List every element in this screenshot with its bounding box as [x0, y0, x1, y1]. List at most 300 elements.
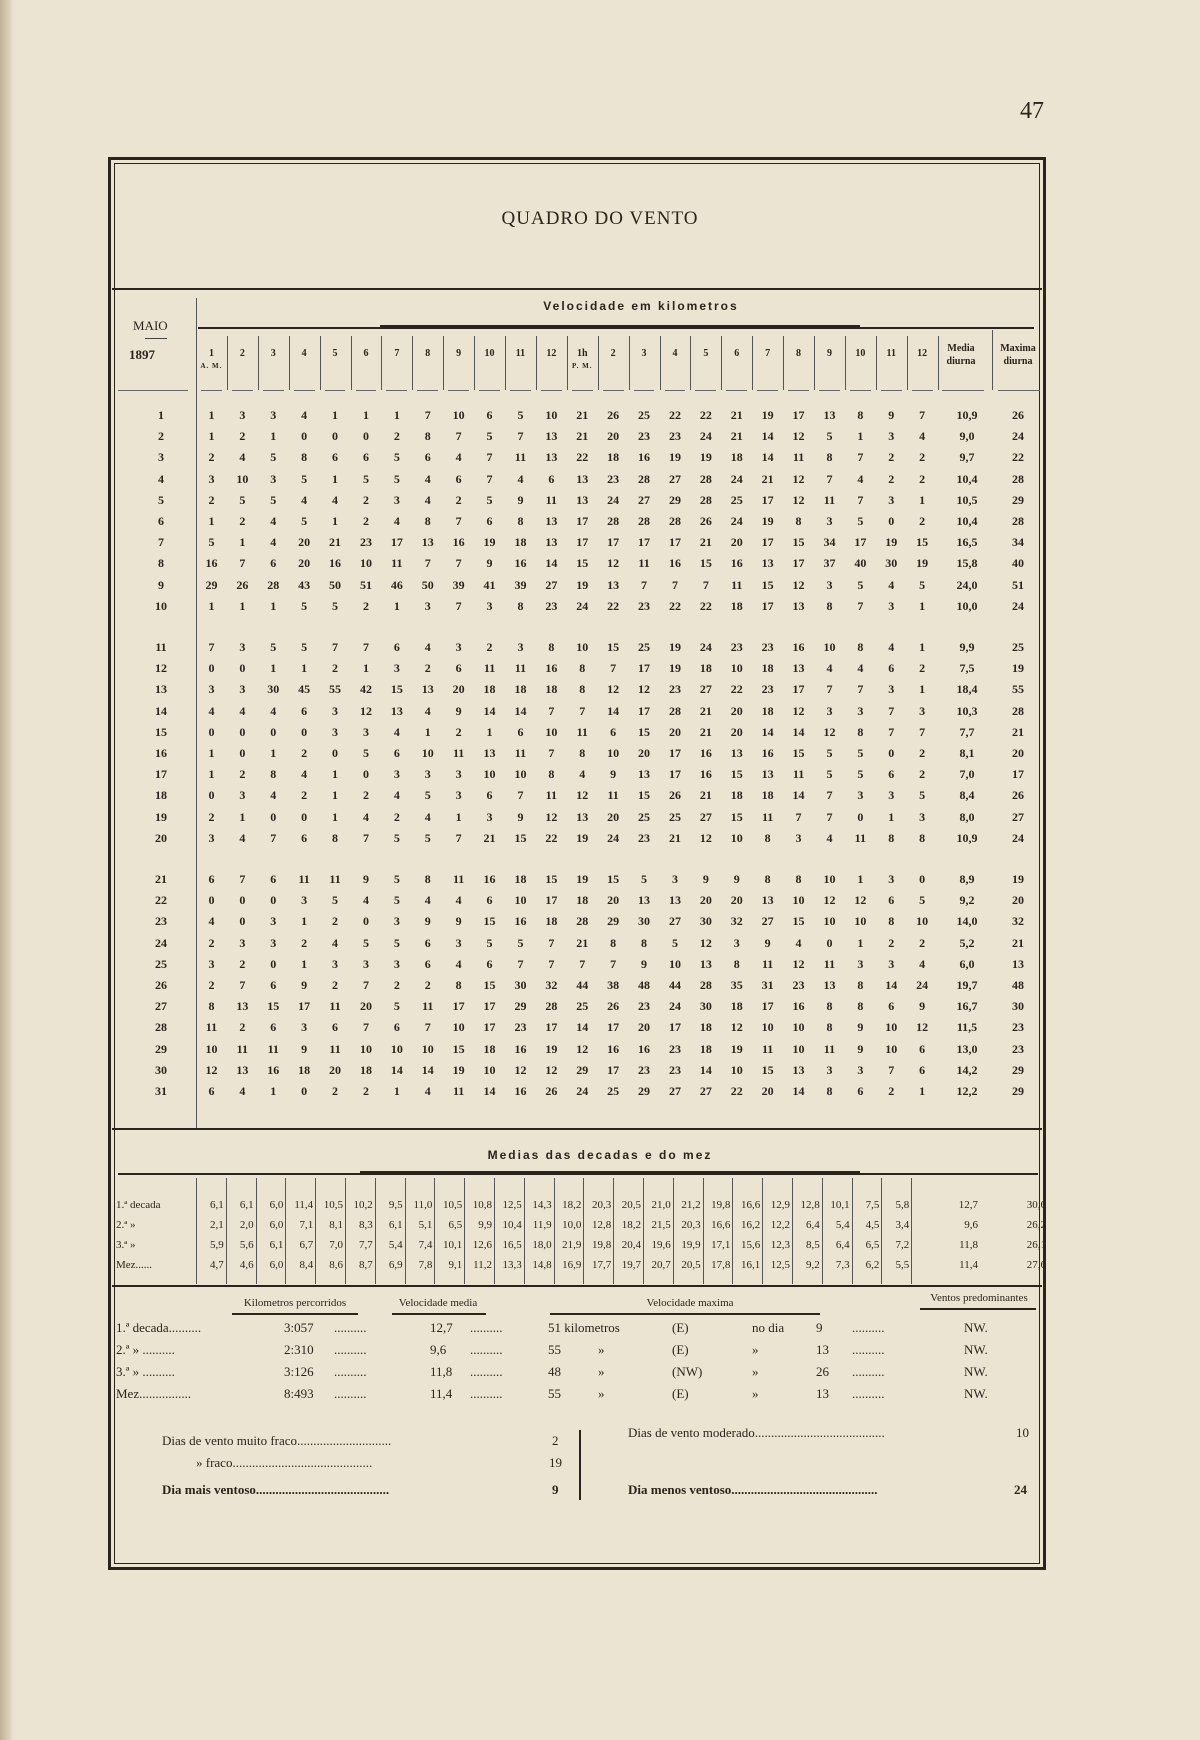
hour-value: 16 — [699, 767, 712, 782]
hour-value: 4 — [270, 788, 277, 803]
hour-value: 44 — [668, 978, 681, 992]
day-number: 12 — [155, 661, 167, 676]
page-number: 47 — [1020, 98, 1044, 124]
hour-value: 2 — [393, 809, 400, 824]
hour-value: 13 — [761, 556, 774, 571]
table-row — [112, 1084, 1042, 1104]
hour-value: 6 — [270, 872, 277, 886]
hour-value: 11 — [576, 724, 588, 739]
hour-value: 28 — [607, 514, 620, 528]
summary-direction: (E) — [672, 1342, 689, 1357]
hour-value: 5 — [486, 935, 493, 950]
averages-value: 5,4 — [835, 1219, 850, 1231]
hour-value: 4 — [826, 830, 833, 845]
hour-value: 18 — [699, 661, 712, 676]
column-dash — [386, 390, 407, 391]
hour-value: 14 — [699, 1062, 712, 1077]
averages-value: 17,8 — [711, 1259, 731, 1271]
hour-value: 7 — [919, 408, 926, 422]
hour-value: 25 — [638, 640, 651, 654]
hour-value: 16 — [792, 640, 805, 654]
hour-value: 23 — [638, 598, 651, 613]
hour-value: 2 — [239, 429, 246, 444]
hour-column-divider — [907, 336, 908, 390]
averages-label: Mez...... — [116, 1259, 153, 1271]
hour-column-divider — [567, 336, 568, 390]
hour-value: 15 — [452, 1041, 465, 1056]
column-dash — [881, 390, 902, 391]
summary-quote: » — [598, 1342, 605, 1357]
averages-value: 17,7 — [591, 1259, 612, 1271]
brace-vel-media — [392, 1313, 486, 1315]
hour-value: 8 — [795, 872, 802, 886]
hour-value: 7 — [579, 703, 586, 718]
hour-value: 4 — [888, 640, 895, 654]
hour-value: 24 — [699, 429, 712, 444]
table-row — [112, 936, 1042, 956]
stats-separator — [579, 1430, 581, 1500]
hour-value: 16 — [761, 746, 774, 760]
hour-value: 1 — [393, 598, 400, 613]
summary-vento: NW. — [964, 1364, 988, 1379]
hour-value: 12 — [576, 1041, 589, 1056]
hour-value: 7 — [424, 408, 431, 422]
column-dash — [356, 390, 377, 391]
hour-value: 7 — [517, 956, 524, 971]
hour-value: 4 — [424, 703, 431, 718]
hour-value: 25 — [638, 809, 651, 824]
hour-value: 3 — [270, 935, 277, 950]
hour-value: 2 — [239, 767, 246, 782]
hour-value: 11 — [452, 1084, 465, 1098]
hour-value: 11 — [792, 767, 805, 782]
hour-value: 1 — [239, 535, 246, 550]
hour-column-header — [474, 347, 505, 373]
hour-value: 3 — [857, 703, 864, 718]
averages-brace-center — [360, 1171, 860, 1175]
hour-value: 24 — [730, 471, 743, 486]
hour-value: 7 — [888, 724, 895, 739]
hour-value: 6 — [301, 830, 308, 845]
day-number: 2 — [158, 429, 164, 444]
averages-value: 6,1 — [239, 1199, 254, 1211]
table-row — [112, 578, 1042, 598]
hour-value: 8 — [888, 830, 895, 845]
averages-value: 14,8 — [532, 1259, 552, 1271]
hour-value: 6 — [486, 956, 493, 971]
hour-value: 20 — [730, 535, 743, 550]
hour-value: 8 — [517, 598, 524, 613]
summary-vento: NW. — [964, 1342, 988, 1357]
hour-value: 13 — [638, 767, 651, 782]
hour-value: 28 — [576, 914, 589, 929]
hour-value: 11 — [761, 1041, 774, 1056]
hour-value: 1 — [332, 788, 339, 803]
hour-value: 0 — [239, 746, 246, 760]
hour-column-header — [721, 347, 752, 373]
hour-value: 30 — [638, 914, 651, 929]
hour-value: 3 — [239, 682, 246, 697]
hour-value: 15 — [514, 830, 527, 845]
hour-value: 5 — [857, 577, 864, 592]
hour-value: 12 — [792, 577, 805, 592]
hour-label: 9 — [826, 348, 832, 359]
hour-value: 15 — [761, 577, 774, 592]
hour-value: 1 — [919, 598, 926, 613]
hour-value: 4 — [239, 830, 246, 845]
averages-value: 5,8 — [895, 1199, 910, 1211]
table-row — [112, 999, 1042, 1019]
hour-value: 1 — [919, 640, 926, 654]
media-diurna-value: 7,5 — [959, 661, 975, 676]
hour-column-header — [381, 347, 412, 373]
hour-value: 28 — [668, 514, 681, 528]
hour-value: 15 — [699, 556, 712, 571]
media-diurna-value: 12,2 — [956, 1084, 978, 1098]
day-number: 21 — [155, 872, 167, 886]
averages-value: 5,5 — [895, 1259, 910, 1271]
hour-value: 3 — [239, 935, 246, 950]
hour-value: 1 — [270, 598, 277, 613]
header-vel-media: Velocidade media — [398, 1297, 478, 1309]
brace-ventos — [920, 1308, 1036, 1310]
day-number: 31 — [155, 1084, 167, 1098]
summary-vel-media: 11,4 — [430, 1386, 453, 1401]
day-number: 16 — [155, 746, 167, 760]
hour-column-divider — [690, 336, 691, 390]
hour-value: 11 — [483, 661, 496, 676]
media-diurna-value: 6,0 — [959, 956, 975, 971]
hour-value: 4 — [301, 767, 308, 782]
hour-value: 6 — [486, 408, 493, 422]
hour-value: 17 — [607, 535, 620, 550]
summary-label: 2.ª » .......... — [116, 1342, 175, 1357]
averages-value: 12,5 — [502, 1199, 522, 1211]
maxima-diurna-value: 29 — [1012, 1084, 1024, 1098]
maxima-diurna-value: 40 — [1012, 556, 1024, 571]
hour-label: 7 — [765, 348, 771, 359]
column-dash — [448, 390, 469, 391]
summary-km: 8:493 — [284, 1386, 314, 1401]
hour-value: 23 — [607, 471, 620, 486]
day-number: 27 — [155, 999, 167, 1014]
hour-value: 3 — [517, 640, 524, 654]
hour-value: 19 — [699, 450, 712, 465]
hour-value: 0 — [857, 809, 864, 824]
hour-value: 0 — [208, 661, 215, 676]
summary-direction: (NW) — [672, 1364, 703, 1379]
hour-value: 20 — [298, 556, 311, 571]
hour-value: 16 — [607, 1041, 620, 1056]
hour-value: 13 — [576, 809, 589, 824]
maxima-diurna-value: 23 — [1012, 1041, 1024, 1056]
table-row — [112, 408, 1042, 428]
hour-value: 0 — [239, 893, 246, 908]
hour-value: 1 — [888, 809, 895, 824]
hour-value: 2 — [332, 978, 339, 992]
day-number: 15 — [155, 724, 167, 739]
hour-value: 3 — [208, 956, 215, 971]
averages-row — [112, 1259, 1046, 1279]
hour-value: 3 — [393, 661, 400, 676]
hour-value: 6 — [424, 956, 431, 971]
hour-column-divider — [320, 336, 321, 390]
day-number: 23 — [155, 914, 167, 929]
hour-value: 7 — [239, 556, 246, 571]
day-number: 18 — [155, 788, 167, 803]
hour-label: 4 — [301, 348, 307, 359]
maxima-diurna-value: 13 — [1012, 956, 1024, 971]
stat-muito-fraco-value: 2 — [552, 1433, 559, 1448]
hour-value: 15 — [483, 978, 496, 992]
hour-value: 1 — [301, 914, 308, 929]
hour-value: 5 — [826, 746, 833, 760]
hour-column-divider — [381, 336, 382, 390]
media-diurna-value: 8,0 — [959, 809, 975, 824]
hour-value: 19 — [761, 408, 774, 422]
stat-muito-fraco-label: Dias de vento muito fraco............................. — [162, 1433, 392, 1448]
averages-value: 6,0 — [269, 1219, 284, 1231]
hour-value: 17 — [792, 556, 805, 571]
averages-value: 16,6 — [711, 1219, 731, 1231]
hour-value: 1 — [332, 471, 339, 486]
hour-value: 55 — [329, 682, 342, 697]
hour-value: 22 — [668, 598, 681, 613]
column-dash — [726, 390, 747, 391]
media-diurna-value: 8,1 — [959, 746, 975, 760]
hour-value: 5 — [270, 450, 277, 465]
hour-value: 2 — [239, 956, 246, 971]
hour-value: 32 — [545, 978, 558, 992]
hour-value: 20 — [298, 535, 311, 550]
hour-value: 17 — [452, 999, 465, 1014]
hour-value: 0 — [362, 767, 369, 782]
hour-value: 2 — [919, 514, 926, 528]
hour-value: 16 — [668, 556, 681, 571]
hour-value: 0 — [919, 872, 926, 886]
hour-value: 9 — [641, 956, 648, 971]
hour-value: 18 — [607, 450, 620, 465]
hour-value: 8 — [208, 999, 215, 1014]
hour-value: 10 — [730, 1062, 743, 1077]
averages-value: 20,7 — [651, 1259, 671, 1271]
maxima-diurna-value: 22 — [1012, 450, 1024, 465]
hour-value: 11 — [422, 999, 434, 1014]
hour-value: 48 — [638, 978, 651, 992]
hour-value: 7 — [239, 978, 246, 992]
hour-value: 8 — [857, 640, 864, 654]
hour-value: 26 — [545, 1084, 558, 1098]
summary-label: 1.ª decada.......... — [116, 1320, 202, 1335]
hour-value: 4 — [857, 471, 864, 486]
hour-column-header — [783, 347, 814, 373]
hour-value: 15 — [638, 788, 651, 803]
hour-value: 20 — [668, 724, 681, 739]
hour-value: 21 — [483, 830, 496, 845]
hour-value: 10 — [205, 1041, 218, 1056]
summary-dots: .......... — [470, 1320, 503, 1335]
media-diurna-value: 24,0 — [956, 577, 978, 592]
averages-value: 6,0 — [269, 1199, 284, 1211]
hour-value: 26 — [236, 577, 249, 592]
hour-value: 3 — [393, 767, 400, 782]
hour-value: 18 — [514, 535, 527, 550]
averages-value: 20,4 — [621, 1239, 641, 1251]
hour-value: 8 — [888, 914, 895, 929]
hour-column-divider — [474, 336, 475, 390]
maxima-diurna-value: 29 — [1012, 1062, 1024, 1077]
averages-value: 21,5 — [651, 1219, 671, 1231]
hour-label: 8 — [425, 348, 431, 359]
hour-value: 4 — [826, 661, 833, 676]
hour-value: 1 — [270, 661, 277, 676]
hour-value: 3 — [332, 956, 339, 971]
hour-value: 0 — [301, 724, 308, 739]
averages-value: 8,7 — [359, 1259, 373, 1271]
hour-value: 9 — [517, 809, 524, 824]
hour-column-divider — [783, 336, 784, 390]
stat-moderado-label: Dias de vento moderado........................................ — [628, 1425, 885, 1440]
hour-value: 14 — [483, 1084, 496, 1098]
hour-value: 25 — [730, 492, 743, 507]
hour-value: 17 — [761, 999, 774, 1014]
hour-value: 6 — [301, 703, 308, 718]
hour-value: 8 — [548, 640, 555, 654]
hour-value: 13 — [699, 956, 712, 971]
hour-value: 11 — [236, 1041, 248, 1056]
hour-value: 10 — [483, 1062, 496, 1077]
hour-value: 21 — [699, 724, 712, 739]
hour-value: 6 — [393, 1020, 400, 1035]
summary-dots: .......... — [470, 1342, 503, 1357]
stat-fraco-value: 19 — [549, 1455, 562, 1470]
hour-value: 20 — [607, 429, 620, 444]
hour-value: 16 — [792, 999, 805, 1014]
maxima-diurna-value: 24 — [1012, 598, 1024, 613]
hour-value: 11 — [607, 788, 619, 803]
hour-value: 3 — [332, 703, 339, 718]
summary-vel-media: 12,7 — [430, 1320, 453, 1335]
hour-value: 6 — [332, 450, 339, 465]
summary-dia: 13 — [816, 1386, 829, 1401]
averages-value: 20,3 — [591, 1199, 612, 1211]
day-number: 25 — [155, 956, 167, 971]
hour-value: 25 — [668, 809, 681, 824]
hour-value: 27 — [761, 914, 774, 929]
averages-value: 3,4 — [895, 1219, 910, 1231]
hour-value: 14 — [514, 703, 527, 718]
hour-value: 14 — [576, 1020, 589, 1035]
hour-value: 24 — [699, 640, 712, 654]
hour-value: 8 — [826, 598, 833, 613]
averages-value: 5,9 — [210, 1239, 224, 1251]
hour-value: 17 — [607, 1062, 620, 1077]
hour-value: 21 — [761, 471, 774, 486]
hour-value: 29 — [514, 999, 527, 1014]
hour-value: 12 — [638, 682, 651, 697]
summary-km: 3:057 — [284, 1320, 314, 1335]
averages-value: 6,1 — [269, 1239, 284, 1251]
hour-value: 4 — [424, 640, 431, 654]
hour-value: 6 — [270, 1020, 277, 1035]
hour-column-header — [443, 347, 474, 373]
summary-dots: .......... — [470, 1364, 503, 1379]
hour-value: 2 — [362, 598, 369, 613]
maxima-diurna-value: 21 — [1012, 724, 1024, 739]
hour-value: 6 — [888, 893, 895, 908]
hour-value: 8 — [517, 514, 524, 528]
hour-value: 5 — [362, 935, 369, 950]
hour-value: 7 — [270, 830, 277, 845]
hour-value: 12 — [823, 724, 836, 739]
column-dash — [695, 390, 716, 391]
maxima-diurna-value: 27 — [1012, 809, 1024, 824]
summary-row — [116, 1386, 1036, 1408]
main-table-bottom-rule — [112, 1128, 1042, 1130]
hour-value: 17 — [483, 1020, 496, 1035]
hour-value: 5 — [393, 830, 400, 845]
hour-value: 23 — [668, 682, 681, 697]
hour-value: 14 — [483, 703, 496, 718]
averages-value: 6,2 — [865, 1259, 880, 1271]
day-number: 26 — [155, 978, 167, 992]
day-number: 4 — [158, 471, 164, 486]
column-dash — [232, 390, 253, 391]
averages-value: 6,9 — [388, 1259, 403, 1271]
hour-value: 20 — [638, 746, 651, 760]
hour-value: 27 — [668, 1084, 681, 1098]
day-number: 1 — [158, 408, 164, 422]
hour-value: 13 — [545, 429, 558, 444]
hour-value: 5 — [208, 535, 215, 550]
hour-value: 15 — [267, 999, 280, 1014]
hour-value: 18 — [359, 1062, 372, 1077]
hour-value: 15 — [638, 724, 651, 739]
averages-value: 5,6 — [239, 1239, 254, 1251]
maxima-diurna-value: 21 — [1012, 935, 1024, 950]
averages-value: 8,3 — [359, 1219, 373, 1231]
hour-value: 18 — [298, 1062, 311, 1077]
hour-value: 9 — [455, 914, 462, 929]
table-row — [112, 556, 1042, 576]
hour-value: 13 — [545, 450, 558, 465]
hour-value: 32 — [730, 914, 743, 929]
hour-value: 6 — [208, 872, 215, 886]
hour-value: 10 — [916, 914, 929, 929]
hour-value: 11 — [329, 1041, 341, 1056]
table-row — [112, 746, 1042, 766]
hour-value: 20 — [607, 893, 620, 908]
hour-value: 20 — [730, 724, 743, 739]
summary-dots: .......... — [852, 1386, 885, 1401]
column-dash — [634, 390, 655, 391]
day-number: 20 — [155, 830, 167, 845]
hour-value: 8 — [641, 935, 648, 950]
hour-value: 21 — [668, 830, 681, 845]
averages-value: 8,6 — [329, 1259, 343, 1271]
averages-value: 10,1 — [442, 1239, 463, 1251]
averages-value: 6,1 — [210, 1199, 224, 1211]
hour-value: 10 — [730, 661, 743, 676]
hour-value: 2 — [301, 935, 308, 950]
hour-value: 24 — [668, 999, 681, 1014]
hour-value: 23 — [730, 640, 743, 654]
book-spine — [0, 0, 14, 1740]
hour-value: 20 — [761, 1084, 774, 1098]
hour-value: 8 — [826, 450, 833, 465]
hour-value: 29 — [607, 914, 620, 929]
hour-value: 0 — [239, 914, 246, 929]
